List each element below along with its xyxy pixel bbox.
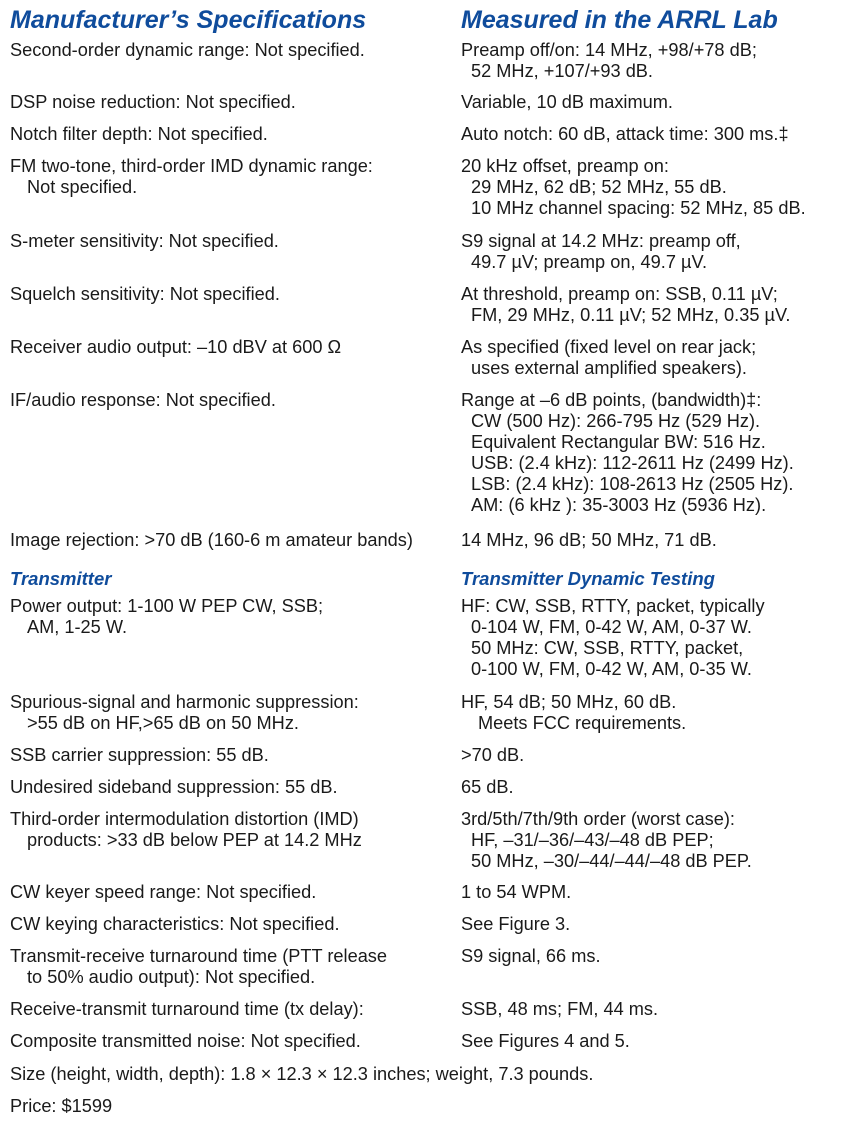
measured-spurious: HF, 54 dB; 50 MHz, 60 dB. Meets FCC requirements. — [461, 692, 687, 733]
spec-cw-keying: CW keying characteristics: Not specified. — [10, 914, 340, 934]
measured-notch-filter: Auto notch: 60 dB, attack time: 300 ms.‡ — [461, 124, 789, 144]
measured-if-audio-response: Range at –6 dB points, (bandwidth)‡: CW (500 Hz): 266-795 Hz (529 Hz). Equivalent Rectangular BW: 516 Hz. USB: (2.4 kHz): 112-2611 Hz (2499 Hz). LSB: (2.4 kHz): 108-2613 Hz (2505 Hz). AM: (6 kHz ): 35-3003 Hz (5936 Hz). — [461, 390, 794, 515]
spec-notch-filter: Notch filter depth: Not specified. — [10, 124, 268, 144]
measured-header: Measured in the ARRL Lab — [461, 6, 778, 34]
manufacturer-header: Manufacturer’s Specifications — [10, 6, 367, 34]
spec-composite-noise: Composite transmitted noise: Not specified. — [10, 1031, 361, 1051]
size-weight: Size (height, width, depth): 1.8 × 12.3 × 12.3 inches; weight, 7.3 pounds. — [10, 1064, 594, 1084]
spec-imd: Third-order intermodulation distortion (IMD) products: >33 dB below PEP at 14.2 MHz — [10, 809, 362, 850]
price: Price: $1599 — [10, 1096, 113, 1116]
measured-squelch: At threshold, preamp on: SSB, 0.11 µV; FM, 29 MHz, 0.11 µV; 52 MHz, 0.35 µV. — [461, 284, 791, 325]
measured-ssb-carrier: >70 dB. — [461, 745, 525, 765]
transmitter-header: Transmitter — [10, 568, 112, 589]
spec-image-rejection: Image rejection: >70 dB (160-6 m amateur bands) — [10, 530, 413, 550]
measured-imd: 3rd/5th/7th/9th order (worst case): HF, –31/–36/–43/–48 dB PEP; 50 MHz, –30/–44/–44/–48 dB PEP. — [461, 809, 752, 871]
measured-second-order: Preamp off/on: 14 MHz, +98/+78 dB; 52 MHz, +107/+93 dB. — [461, 40, 757, 81]
transmitter-dynamic-header: Transmitter Dynamic Testing — [461, 568, 715, 589]
spec-s-meter: S-meter sensitivity: Not specified. — [10, 231, 279, 251]
spec-dsp-noise: DSP noise reduction: Not specified. — [10, 92, 296, 112]
measured-s-meter: S9 signal at 14.2 MHz: preamp off, 49.7 µV; preamp on, 49.7 µV. — [461, 231, 741, 272]
measured-audio-output: As specified (fixed level on rear jack; uses external amplified speakers). — [461, 337, 757, 378]
spec-if-audio-response: IF/audio response: Not specified. — [10, 390, 276, 410]
measured-tx-rx-turnaround: S9 signal, 66 ms. — [461, 946, 601, 966]
spec-ssb-carrier: SSB carrier suppression: 55 dB. — [10, 745, 269, 765]
measured-power-output: HF: CW, SSB, RTTY, packet, typically 0-104 W, FM, 0-42 W, AM, 0-37 W. 50 MHz: CW, SSB, RTTY, packet, 0-100 W, FM, 0-42 W, AM, 0-35 W. — [461, 596, 765, 679]
measured-undesired-sideband: 65 dB. — [461, 777, 514, 797]
measured-composite-noise: See Figures 4 and 5. — [461, 1031, 630, 1051]
spec-tx-rx-turnaround: Transmit-receive turnaround time (PTT release to 50% audio output): Not specified. — [10, 946, 388, 987]
measured-image-rejection: 14 MHz, 96 dB; 50 MHz, 71 dB. — [461, 530, 717, 550]
spec-spurious: Spurious-signal and harmonic suppression: >55 dB on HF,>65 dB on 50 MHz. — [10, 692, 359, 733]
measured-dsp-noise: Variable, 10 dB maximum. — [461, 92, 673, 112]
spec-squelch: Squelch sensitivity: Not specified. — [10, 284, 280, 304]
measured-cw-keyer: 1 to 54 WPM. — [461, 882, 572, 902]
measured-rx-tx-turnaround: SSB, 48 ms; FM, 44 ms. — [461, 999, 659, 1019]
spec-rx-tx-turnaround: Receive-transmit turnaround time (tx delay): — [10, 999, 364, 1019]
spec-undesired-sideband: Undesired sideband suppression: 55 dB. — [10, 777, 338, 797]
spec-fm-imd: FM two-tone, third-order IMD dynamic range: Not specified. — [10, 156, 373, 197]
spec-audio-output: Receiver audio output: –10 dBV at 600 Ω — [10, 337, 342, 357]
measured-cw-keying: See Figure 3. — [461, 914, 571, 934]
spec-second-order: Second-order dynamic range: Not specified. — [10, 40, 365, 60]
spec-cw-keyer: CW keyer speed range: Not specified. — [10, 882, 317, 902]
spec-power-output: Power output: 1-100 W PEP CW, SSB; AM, 1-25 W. — [10, 596, 324, 637]
measured-fm-imd: 20 kHz offset, preamp on: 29 MHz, 62 dB; 52 MHz, 55 dB. 10 MHz channel spacing: 52 MHz, 85 dB. — [461, 156, 806, 218]
